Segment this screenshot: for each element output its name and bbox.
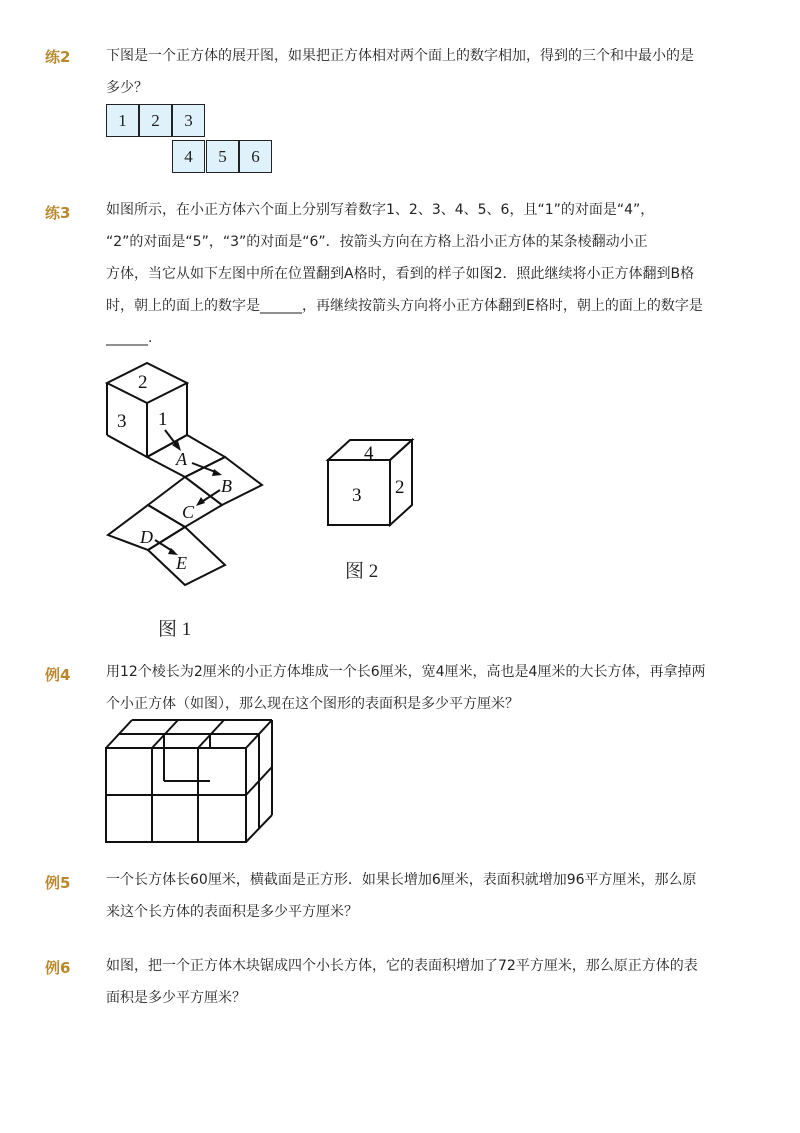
- cube-top-number: 2: [138, 372, 148, 393]
- exercise-label-3: 练3: [45, 204, 71, 222]
- net-cell: 4: [172, 140, 205, 173]
- fig2-side-number: 2: [395, 477, 405, 498]
- figure-1-rolling-path: [100, 355, 280, 605]
- text-line: 如图，把一个正方体木块锯成四个小长方体，它的表面积增加了72平方厘米，那么原正方体的表: [106, 958, 698, 974]
- cell-label-e: E: [176, 553, 187, 573]
- net-cell: 3: [172, 104, 205, 137]
- fig2-top-number: 4: [364, 443, 374, 464]
- example-label-5: 例5: [45, 874, 71, 892]
- text-line: 方体，当它从如下左图中所在位置翻到A格时，看到的样子如图2．照此继续将小正方体翻到B格: [106, 266, 695, 282]
- text-line: 一个长方体长60厘米，横截面是正方形．如果长增加6厘米，表面积就增加96平方厘米，那么原: [106, 872, 697, 888]
- text-line: 个小正方体（如图），那么现在这个图形的表面积是多少平方厘米？: [106, 696, 519, 712]
- figure-1-caption: 图 1: [158, 619, 192, 640]
- exercise-label-2: 练2: [45, 48, 71, 66]
- cube-left-number: 3: [117, 411, 127, 432]
- text-line: 时，朝上的面上的数字是______，再继续按箭头方向将小正方体翻到E格时，朝上的面上的数字是: [106, 298, 703, 314]
- figure-2-cube: [320, 435, 420, 535]
- text-line: 用12个棱长为2厘米的小正方体堆成一个长6厘米，宽4厘米，高也是4厘米的大长方体，再拿掉两: [106, 664, 706, 680]
- cube-right-number: 1: [158, 409, 168, 430]
- exercise-2-text: [106, 40, 746, 104]
- example-label-6: 例6: [45, 959, 71, 977]
- example-6-text: [106, 950, 746, 1014]
- example-5-text: [106, 864, 746, 928]
- figure-2-caption: 图 2: [345, 561, 379, 582]
- example-label-4: 例4: [45, 666, 71, 684]
- cell-label-c: C: [182, 502, 195, 522]
- cell-label-a: A: [176, 449, 187, 469]
- net-cell: 5: [206, 140, 239, 173]
- example-4-text: [106, 656, 746, 720]
- text-line: 多少？: [106, 80, 148, 96]
- text-line: ______.: [106, 330, 153, 346]
- text-line: 来这个长方体的表面积是多少平方厘米？: [106, 904, 358, 920]
- fig2-front-number: 3: [352, 485, 362, 506]
- cube-net-figure: [106, 104, 276, 174]
- net-cell: 1: [106, 104, 139, 137]
- text-line: “2”的对面是“5”，“3”的对面是“6”．按箭头方向在方格上沿小正方体的某条棱翻动小正: [106, 234, 648, 250]
- text-line: 如图所示，在小正方体六个面上分别写着数字1、2、3、4、5、6，且“1”的对面是“4”，: [106, 202, 655, 218]
- exercise-3-text: [106, 194, 746, 354]
- cell-label-b: B: [221, 476, 232, 496]
- text-line: 下图是一个正方体的展开图，如果把正方体相对两个面上的数字相加，得到的三个和中最小的是: [106, 48, 694, 64]
- example-4-block-figure: [100, 715, 280, 850]
- net-cell: 2: [139, 104, 172, 137]
- text-line: 面积是多少平方厘米？: [106, 990, 246, 1006]
- cell-label-d: D: [140, 527, 153, 547]
- net-cell: 6: [239, 140, 272, 173]
